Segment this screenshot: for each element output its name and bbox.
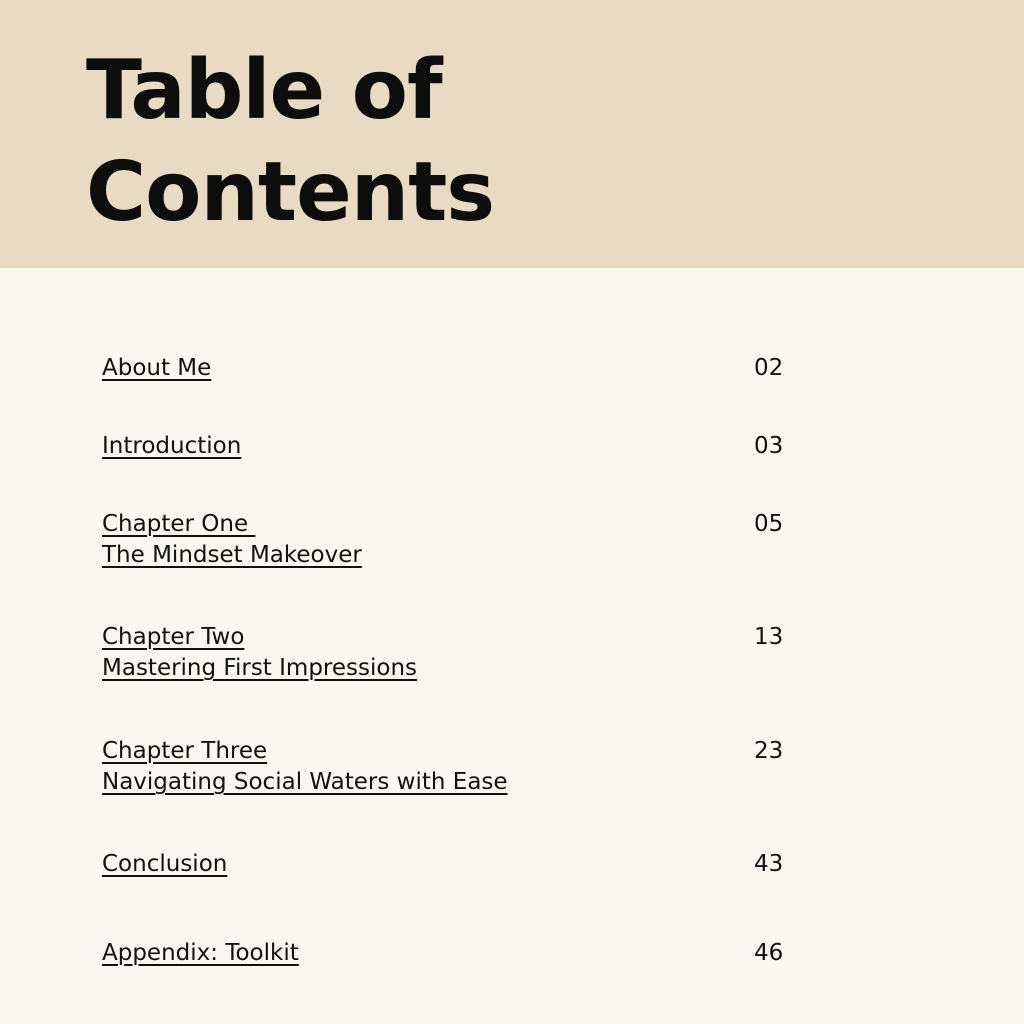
toc-link-conclusion[interactable] bbox=[102, 849, 227, 880]
page-title-line-2: Contents bbox=[86, 145, 495, 240]
toc-label: About Me bbox=[102, 355, 212, 381]
toc-page-number: 05 bbox=[754, 511, 784, 537]
toc-link-about-me[interactable] bbox=[102, 353, 211, 384]
page-title-line-1: Table of bbox=[86, 43, 442, 138]
toc-label: Chapter Three bbox=[102, 738, 268, 764]
toc-link-appendix[interactable] bbox=[102, 938, 299, 969]
toc-subtitle: Navigating Social Waters with Ease bbox=[102, 769, 508, 795]
toc-link-introduction[interactable] bbox=[102, 431, 241, 462]
toc-subtitle: Mastering First Impressions bbox=[102, 655, 418, 681]
toc-page-number: 23 bbox=[754, 738, 784, 764]
toc-label: Introduction bbox=[102, 433, 242, 459]
toc-label: Chapter Two bbox=[102, 624, 245, 650]
toc-label: Chapter One bbox=[102, 511, 256, 537]
toc-page-number: 46 bbox=[754, 940, 784, 966]
toc-link-chapter-one[interactable] bbox=[102, 509, 362, 571]
toc-page-number: 43 bbox=[754, 851, 784, 877]
toc-subtitle: The Mindset Makeover bbox=[102, 542, 362, 568]
toc-page-number: 02 bbox=[754, 355, 784, 381]
toc-link-chapter-two[interactable] bbox=[102, 622, 417, 684]
toc-link-chapter-three[interactable] bbox=[102, 736, 508, 798]
toc-page-number: 13 bbox=[754, 624, 784, 650]
toc-label: Conclusion bbox=[102, 851, 228, 877]
toc-label: Appendix: Toolkit bbox=[102, 940, 299, 966]
toc-page-number: 03 bbox=[754, 433, 784, 459]
